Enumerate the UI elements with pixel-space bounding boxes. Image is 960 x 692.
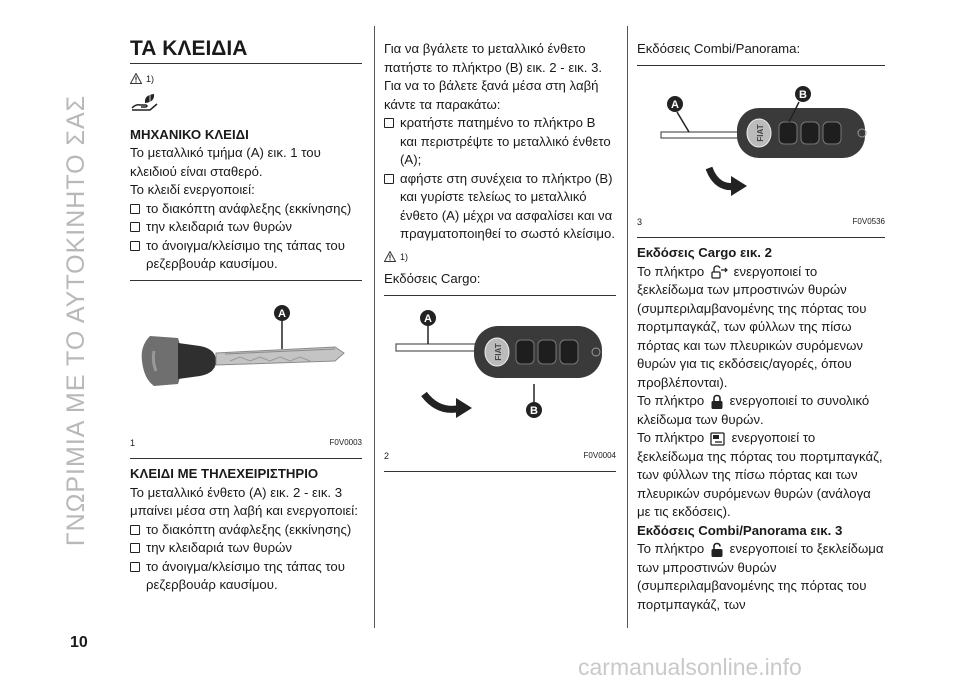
callout-b: B: [530, 404, 538, 417]
mechanical-key-heading: ΜΗΧΑΝΙΚΟ ΚΛΕΙΔΙ: [130, 126, 249, 142]
figure-bottom-rule: [384, 471, 616, 472]
figure-3-caption: [637, 213, 885, 232]
figure-top-rule: [384, 295, 616, 296]
list-item: την κλειδαριά των θυρών: [130, 218, 362, 237]
figure-bottom-rule: [130, 458, 362, 459]
side-door-unlock-icon: [710, 432, 726, 446]
remote-key-text: Το μεταλλικό ένθετο (A) εικ. 2 - εικ. 3 μπαίνει μέσα στη λαβή και ενεργοποιεί:: [130, 484, 358, 518]
warning-triangle-icon: [130, 73, 142, 84]
brand-logo: FIAT: [494, 342, 503, 361]
cargo-remote-key-image: [384, 304, 616, 444]
column-divider-2: [627, 26, 628, 628]
warning-reference: [130, 70, 362, 89]
list-item: το διακόπτη ανάφλεξης (εκκίνησης): [130, 521, 362, 540]
checkbox-icon: [384, 118, 394, 128]
unlock-rear-door-icon: [710, 265, 728, 279]
list-item: το άνοιγμα/κλείσιμο της τάπας του ρεζερβουάρ καυσίμου.: [130, 558, 362, 595]
remove-insert-text: Για να βγάλετε το μεταλλικό ένθετο πατήστε το πλήκτρο (B) εικ. 2 - εικ. 3.: [384, 41, 603, 75]
brand-logo: FIAT: [756, 123, 765, 142]
figure-top-rule: [637, 65, 885, 66]
cargo-unlock-paragraph: Το πλήκτρο ενεργοποιεί το ξεκλείδωμα των μπροστινών θυρών (συμπεριλαμβανομένης της πόρτας του πορτμπαγκάζ, των φύλλων της πίσω πόρτας και των πλευρικών συρόμενων θυρών για τις εκδόσεις/αγορές, όπου προβλέπονται).: [637, 263, 867, 390]
hand-with-leaf-icon: [130, 92, 160, 112]
list-item: το άνοιγμα/κλείσιμο της τάπας του ρεζερβουάρ καυσίμου.: [130, 237, 362, 274]
remote-key-heading: ΚΛΕΙΔΙ ΜΕ ΤΗΛΕΧΕΙΡΙΣΤΗΡΙΟ: [130, 466, 319, 481]
figure-2-caption: [384, 447, 616, 466]
warning-ref-text: 1): [146, 73, 155, 84]
cargo-label: Εκδόσεις Cargo:: [384, 271, 481, 286]
callout-b: B: [799, 88, 807, 101]
checkbox-icon: [384, 174, 394, 184]
callout-a: A: [278, 307, 286, 320]
eco-note: [130, 92, 362, 118]
figure-1-caption: [130, 434, 362, 453]
checkbox-icon: [130, 525, 140, 535]
combi-unlock-paragraph: Το πλήκτρο ενεργοποιεί το ξεκλείδωμα των μπροστινών θυρών (συμπεριλαμβανομένης της πόρτας του πορτμπαγκάζ, των: [637, 541, 884, 612]
section-title: ΤΑ ΚΛΕΙΔΙΑ: [130, 37, 248, 60]
figure-number: 1: [130, 437, 136, 448]
figure-code: F0V0003: [329, 437, 362, 447]
warning-ref-text: 1): [400, 251, 409, 262]
figure-code: F0V0536: [852, 216, 885, 226]
combi-heading: Εκδόσεις Combi/Panorama εικ. 3: [637, 522, 843, 538]
padlock-icon: [710, 394, 724, 410]
list-item: αφήστε στη συνέχεια το πλήκτρο (B) και γυρίστε τελείως το μεταλλικό ένθετο (A) μέχρι να ασφαλίσει και να πραγματοποιηθεί το σωστό κλείσιμο.: [384, 170, 616, 244]
column-3: [637, 40, 885, 614]
figure-number: 3: [637, 216, 643, 227]
cargo-heading: Εκδόσεις Cargo εικ. 2: [637, 245, 772, 260]
figure-1: [130, 291, 362, 431]
column-1: [130, 37, 362, 595]
figure-2: [384, 304, 616, 444]
figure-code: F0V0004: [583, 450, 616, 460]
column-divider-1: [374, 26, 375, 628]
figure-number: 2: [384, 450, 390, 461]
combi-remote-key-image: [637, 74, 885, 210]
reinsert-text: Για να το βάλετε ξανά μέσα στη λαβή κάντε τα παρακάτω:: [384, 78, 599, 112]
callout-a: A: [424, 312, 432, 325]
mechanical-key-activates: Το κλειδί ενεργοποιεί:: [130, 182, 255, 197]
checkbox-icon: [130, 241, 140, 251]
list-item: κρατήστε πατημένο το πλήκτρο B και περιστρέψτε το μεταλλικό ένθετο (A);: [384, 114, 616, 170]
side-chapter-title: [60, 20, 94, 620]
padlock-icon: [710, 542, 724, 558]
page-number: 10: [70, 634, 88, 651]
title-rule: [130, 63, 362, 64]
combi-label: Εκδόσεις Combi/Panorama:: [637, 41, 801, 56]
checkbox-icon: [130, 204, 140, 214]
watermark: carmanualsonline.info: [578, 654, 802, 680]
checkbox-icon: [130, 222, 140, 232]
mechanical-key-text: Το μεταλλικό τμήμα (A) εικ. 1 του κλειδιού είναι σταθερό.: [130, 145, 321, 179]
figure-top-rule: [130, 280, 362, 281]
cargo-lock-paragraph: Το πλήκτρο ενεργοποιεί το συνολικό κλείδωμα των θυρών.: [637, 393, 870, 427]
cargo-rear-unlock-paragraph: Το πλήκτρο ενεργοποιεί το ξεκλείδωμα της πόρτας του πορτμπαγκάζ, των φύλλων της πίσω πόρτας και των πλευρικών συρόμενων θυρών (ανάλογα με τις εκδόσεις).: [637, 430, 883, 519]
warning-reference: [384, 248, 616, 267]
list-item: την κλειδαριά των θυρών: [130, 539, 362, 558]
checkbox-icon: [130, 562, 140, 572]
mechanical-key-image: [130, 291, 362, 431]
list-item: το διακόπτη ανάφλεξης (εκκίνησης): [130, 200, 362, 219]
column-2: [384, 40, 616, 478]
side-chapter-title-text: ΓΝΩΡΙΜΙΑ ΜΕ ΤΟ ΑΥΤΟΚΙΝΗΤΟ ΣΑΣ: [62, 94, 91, 546]
checkbox-icon: [130, 543, 140, 553]
callout-a: A: [671, 98, 679, 111]
figure-3: [637, 74, 885, 210]
warning-triangle-icon: [384, 251, 396, 262]
figure-bottom-rule: [637, 237, 885, 238]
